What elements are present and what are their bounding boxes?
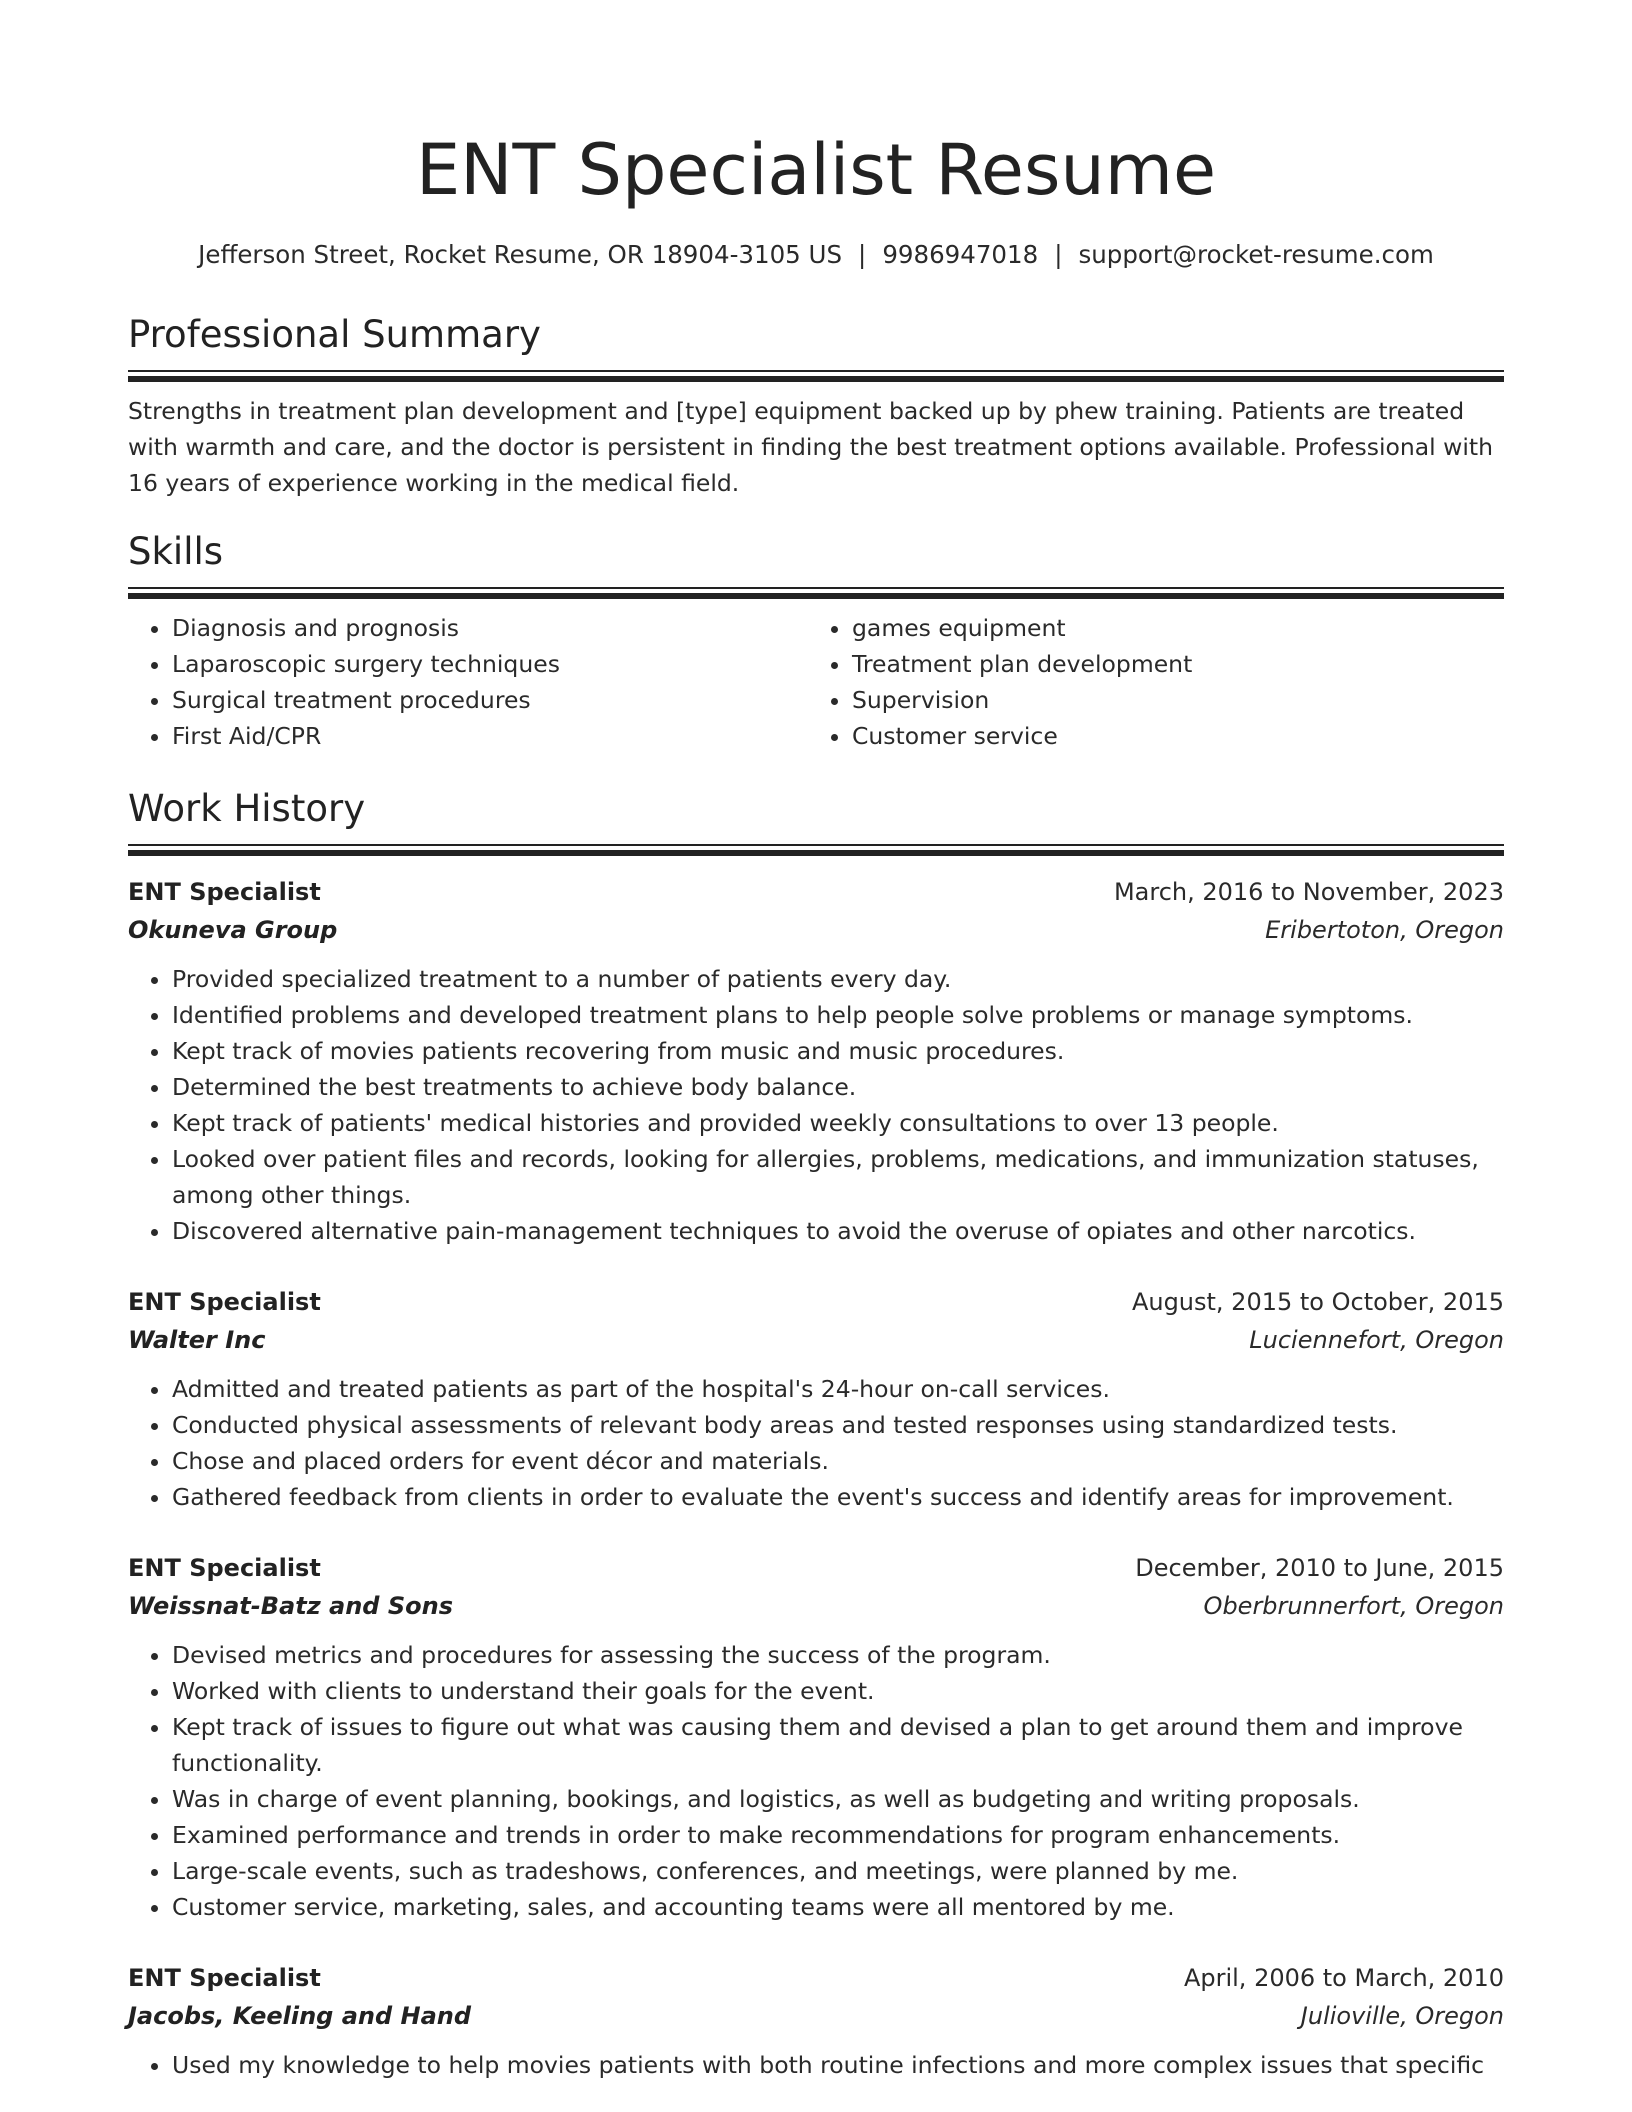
summary-text: Strengths in treatment plan development and [type] equipment backed up by phew training. Patients are treated with warmth and care, and the doctor is persistent in finding the best treatment options available. Professional with 16 years of experience working in the medical field. [128,397,1494,497]
job-dates: April, 2006 to March, 2010 [1183,1964,1504,1992]
job-header-row [128,873,1504,911]
job-dates: August, 2015 to October, 2015 [1131,1288,1504,1316]
job-location: Luciennefort, Oregon [1249,1326,1504,1354]
job-bullet: • Determined the best treatments to achieve body balance. [172,1069,1504,1105]
section-divider [128,587,1504,598]
job-bullet: • Customer service, marketing, sales, and accounting teams were all mentored by me. [172,1889,1504,1925]
job-bullet: • Was in charge of event planning, bookings, and logistics, as well as budgeting and writing proposals. [172,1781,1504,1817]
job-company: Walter Inc [128,1326,266,1354]
job-title: ENT Specialist [128,1554,321,1582]
job-header-row [128,1283,1504,1321]
skill-item: • Laparoscopic surgery techniques [172,646,806,682]
job-title: ENT Specialist [128,878,321,906]
job-bullet: • Admitted and treated patients as part of the hospital's 24-hour on-call services. [172,1371,1504,1407]
job-company-row [128,911,1504,949]
job-bullet: • Looked over patient files and records, looking for allergies, problems, medications, and immunization statuses, among other things. [172,1141,1504,1213]
section-heading-summary: Professional Summary [128,313,541,356]
contact-phone: 9986947018 [882,240,1039,269]
job-bullet: • Examined performance and trends in order to make recommendations for program enhancements. [172,1817,1504,1853]
contact-address: Jefferson Street, Rocket Resume, OR 18904-3105 US [198,240,843,269]
contact-separator: | [858,240,867,269]
job-dates: March, 2016 to November, 2023 [1113,878,1504,906]
job-bullet: • Devised metrics and procedures for assessing the success of the program. [172,1637,1504,1673]
skill-item: • Supervision [852,682,1484,718]
job-company: Jacobs, Keeling and Hand [128,2002,472,2030]
job-bullets [128,961,1504,1249]
job-bullet: • Conducted physical assessments of relevant body areas and tested responses using standardized tests. [172,1407,1504,1443]
job-company-row [128,1321,1504,1359]
job-entry [128,873,1504,1249]
job-title: ENT Specialist [128,1288,321,1316]
skill-item: • Treatment plan development [852,646,1484,682]
job-company-row [128,1997,1504,2035]
job-location: Eribertoton, Oregon [1265,916,1504,944]
contact-separator: | [1054,240,1063,269]
job-dates: December, 2010 to June, 2015 [1135,1554,1504,1582]
job-entry [128,1549,1504,1925]
resume-page [128,0,1504,2083]
skills-columns [128,610,1504,754]
skills-list-right [806,610,1484,754]
job-company: Okuneva Group [128,916,338,944]
job-bullets [128,1637,1504,1925]
skill-item: • Diagnosis and prognosis [172,610,806,646]
job-bullet: • Used my knowledge to help movies patients with both routine infections and more complex issues that specific [172,2047,1504,2083]
job-bullet: • Large-scale events, such as tradeshows, conferences, and meetings, were planned by me. [172,1853,1504,1889]
job-bullet: • Kept track of patients' medical histories and provided weekly consultations to over 13 people. [172,1105,1504,1141]
skill-item: • Customer service [852,718,1484,754]
skills-list-left [128,610,806,754]
job-bullet: • Gathered feedback from clients in order to evaluate the event's success and identify areas for improvement. [172,1479,1504,1515]
section-divider [128,844,1504,855]
section-heading-skills: Skills [128,530,224,573]
contact-line [128,238,1504,272]
job-bullet: • Kept track of movies patients recovering from music and music procedures. [172,1033,1504,1069]
skill-item: • Surgical treatment procedures [172,682,806,718]
page-title: ENT Specialist Resume [415,129,1217,211]
job-entry [128,1283,1504,1515]
section-heading-work-history: Work History [128,787,366,830]
skill-item: • First Aid/CPR [172,718,806,754]
job-company-row [128,1587,1504,1625]
section-divider [128,370,1504,381]
job-bullet: • Chose and placed orders for event décor and materials. [172,1443,1504,1479]
job-bullet: • Discovered alternative pain-management techniques to avoid the overuse of opiates and other narcotics. [172,1213,1504,1249]
job-bullet: • Worked with clients to understand their goals for the event. [172,1673,1504,1709]
contact-email: support@rocket-resume.com [1078,240,1434,269]
job-entry [128,1959,1504,2083]
job-header-row [128,1959,1504,1997]
job-location: Julioville, Oregon [1300,2002,1504,2030]
job-bullets [128,2047,1504,2083]
job-bullet: • Kept track of issues to figure out what was causing them and devised a plan to get around them and improve functionality. [172,1709,1504,1781]
job-bullets [128,1371,1504,1515]
job-company: Weissnat-Batz and Sons [128,1592,453,1620]
job-header-row [128,1549,1504,1587]
job-location: Oberbrunnerfort, Oregon [1203,1592,1504,1620]
job-title: ENT Specialist [128,1964,321,1992]
job-bullet: • Identified problems and developed treatment plans to help people solve problems or manage symptoms. [172,997,1504,1033]
job-bullet: • Provided specialized treatment to a number of patients every day. [172,961,1504,997]
skill-item: • games equipment [852,610,1484,646]
